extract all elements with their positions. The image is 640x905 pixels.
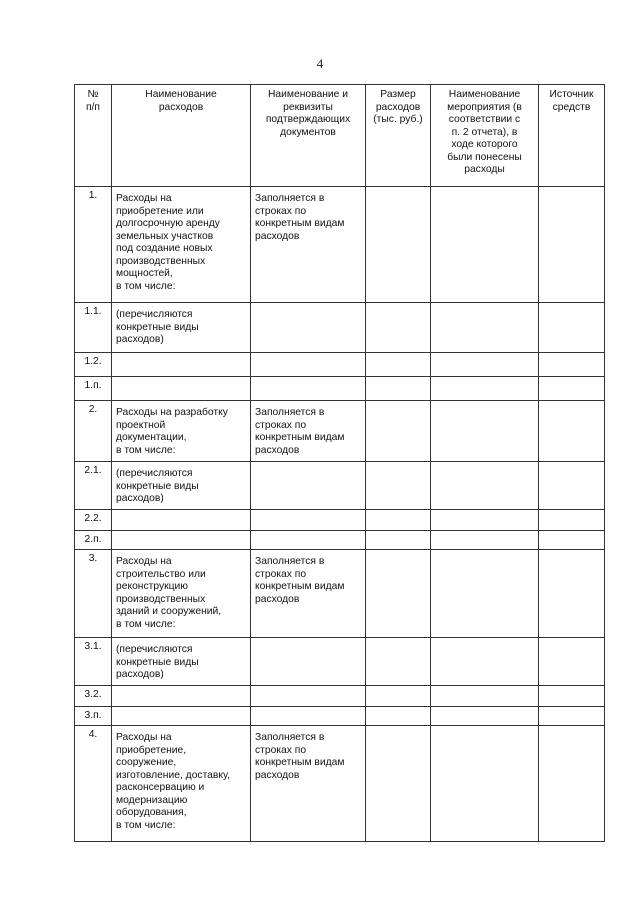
table-row [75,303,605,353]
row-source-cell [539,303,605,353]
row-event-cell [431,401,539,462]
row-number: 2.2. [75,509,112,530]
row-documents: Заполняется в строках по конкретным видам расходов [251,187,366,303]
row-source-cell [539,550,605,638]
row-event-cell [431,353,539,377]
row-amount-cell [366,187,431,303]
row-documents [251,706,366,726]
row-event-cell [431,706,539,726]
row-source-cell [539,530,605,550]
row-amount-cell [366,685,431,706]
row-expense-name: (перечисляются конкретные виды расходов) [112,638,251,686]
row-expense-name [112,377,251,401]
row-source-cell [539,401,605,462]
table-row [75,706,605,726]
row-number: 3.2. [75,685,112,706]
row-number: 2. [75,401,112,462]
row-event-cell [431,377,539,401]
row-amount-cell [366,509,431,530]
row-expense-name [112,353,251,377]
row-number: 1.1. [75,303,112,353]
table-row [75,685,605,706]
expenses-table [74,84,605,842]
row-expense-name: Расходы на строительство или реконструкцию производственных зданий и сооружений, в том числе: [112,550,251,638]
table-row [75,550,605,638]
row-expense-name: Расходы на приобретение или долгосрочную аренду земельных участков под создание новых производственных мощностей, в том числе: [112,187,251,303]
row-number: 4. [75,726,112,842]
header-source: Источник средств [539,85,605,187]
header-name: Наименование расходов [112,85,251,187]
row-documents [251,685,366,706]
row-documents [251,353,366,377]
row-source-cell [539,353,605,377]
row-source-cell [539,706,605,726]
row-expense-name: (перечисляются конкретные виды расходов) [112,462,251,510]
row-amount-cell [366,401,431,462]
row-source-cell [539,462,605,510]
row-number: 1.2. [75,353,112,377]
table-row [75,401,605,462]
row-documents [251,509,366,530]
row-expense-name: Расходы на разработку проектной документации, в том числе: [112,401,251,462]
table-header-row [75,85,605,187]
row-expense-name: Расходы на приобретение, сооружение, изготовление, доставку, расконсервацию и модернизацию оборудования, в том числе: [112,726,251,842]
table-row [75,353,605,377]
header-event: Наименование мероприятия (в соответствии с п. 2 отчета), в ходе которого были понесены расходы [431,85,539,187]
row-event-cell [431,303,539,353]
table-row [75,530,605,550]
row-source-cell [539,726,605,842]
row-number: 2.1. [75,462,112,510]
table-row [75,509,605,530]
row-number: 3.1. [75,638,112,686]
row-expense-name [112,530,251,550]
table-row [75,638,605,686]
row-amount-cell [366,706,431,726]
row-source-cell [539,187,605,303]
row-amount-cell [366,462,431,510]
row-source-cell [539,509,605,530]
row-number: 1. [75,187,112,303]
page-number: 4 [316,56,324,71]
row-amount-cell [366,303,431,353]
row-number: 1.п. [75,377,112,401]
row-source-cell [539,685,605,706]
header-amount: Размер расходов (тыс. руб.) [366,85,431,187]
row-event-cell [431,685,539,706]
row-number: 2.п. [75,530,112,550]
row-amount-cell [366,726,431,842]
row-amount-cell [366,353,431,377]
table-row [75,187,605,303]
row-expense-name [112,509,251,530]
table-row [75,462,605,510]
row-number: 3.п. [75,706,112,726]
row-event-cell [431,638,539,686]
row-expense-name: (перечисляются конкретные виды расходов) [112,303,251,353]
row-event-cell [431,509,539,530]
row-event-cell [431,462,539,510]
row-documents [251,377,366,401]
table-row [75,377,605,401]
row-amount-cell [366,530,431,550]
row-source-cell [539,377,605,401]
header-docs: Наименование и реквизиты подтверждающих документов [251,85,366,187]
row-amount-cell [366,550,431,638]
table-row [75,726,605,842]
row-documents [251,530,366,550]
row-documents: Заполняется в строках по конкретным видам расходов [251,550,366,638]
row-documents [251,303,366,353]
row-event-cell [431,726,539,842]
row-expense-name [112,685,251,706]
row-event-cell [431,550,539,638]
row-event-cell [431,530,539,550]
row-expense-name [112,706,251,726]
row-number: 3. [75,550,112,638]
header-num: № п/п [75,85,112,187]
row-documents [251,462,366,510]
row-documents: Заполняется в строках по конкретным видам расходов [251,401,366,462]
row-amount-cell [366,638,431,686]
row-event-cell [431,187,539,303]
row-documents [251,638,366,686]
row-source-cell [539,638,605,686]
row-amount-cell [366,377,431,401]
row-documents: Заполняется в строках по конкретным видам расходов [251,726,366,842]
